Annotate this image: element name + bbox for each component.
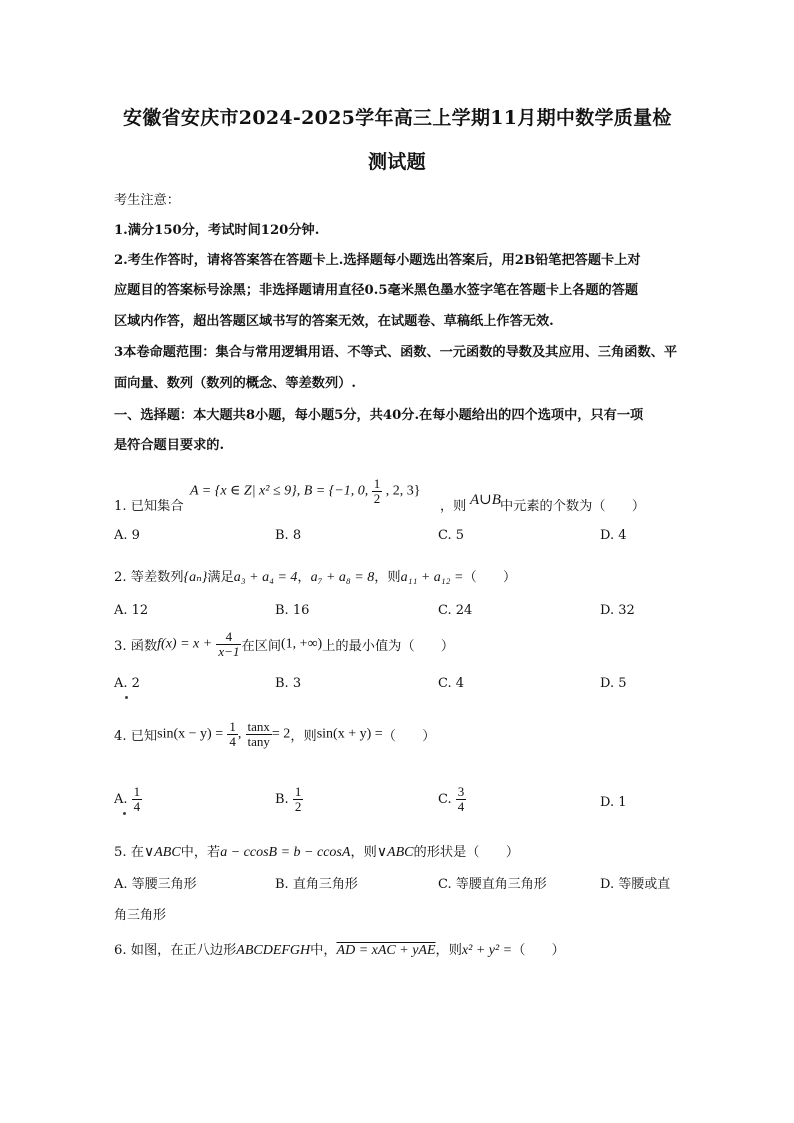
q5-option-a: A. 等腰三角形 (114, 877, 197, 892)
q4-option-c (438, 785, 466, 814)
q4-suffix: （ ） (382, 729, 436, 744)
q3-option-b: B. 3 (275, 676, 302, 691)
q3-interval: (1, +∞) (281, 636, 323, 652)
q5-line (114, 841, 519, 861)
q5-tri: ∨ABC (143, 845, 181, 860)
q2-suffix: （ ） (463, 570, 517, 585)
q4-line (114, 720, 435, 749)
q4-opt-a-label: A. (114, 792, 128, 807)
q1-fraction (372, 477, 383, 506)
q6-prefix: 6. 如图，在正八边形 (114, 943, 237, 958)
q4-expr-2: sin(x + y) = (316, 726, 383, 742)
q1-option-c: C. 5 (438, 528, 465, 543)
q2-cond-2: a₇ + a₈ = 8 (310, 570, 375, 585)
q2-option-a: A. 12 (114, 603, 149, 618)
q2-option-c: C. 24 (438, 603, 473, 618)
q4-opt-c-den: 4 (457, 799, 465, 814)
q2-t1: 满足 (207, 570, 234, 585)
q2-sep: ， (297, 570, 311, 585)
q4-f1-den: 4 (229, 734, 236, 749)
q5-cond: a − ccosB = b − ccosA (220, 845, 351, 860)
q3-t1: 在区间 (241, 639, 282, 654)
q4-scan-dot (123, 812, 126, 815)
q4-f2-den: tany (247, 734, 270, 749)
q4-opt-b-frac (293, 785, 304, 814)
q3-option-c: C. 4 (438, 676, 465, 691)
q4-opt-c-label: C. (438, 792, 452, 807)
q4-opt-a-num: 1 (133, 784, 141, 799)
q4-opt-b-num: 1 (294, 784, 302, 799)
q1-option-b: B. 8 (275, 528, 302, 543)
notice-item-3-line1: 3本卷命题范围：集合与常用逻辑用语、不等式、函数、一元函数的导数及其应用、三角函数、平 (114, 345, 678, 360)
q6-suffix: （ ） (512, 943, 565, 958)
q4-eq-2: = 2 (271, 726, 291, 742)
q3-frac-den: x−1 (218, 644, 240, 659)
q4-prefix: 4. 已知 (114, 729, 158, 744)
page-title-line2: 测试题 (368, 151, 426, 173)
q3-frac-num: 4 (216, 630, 241, 645)
q1-prefix: 1. 已知集合 (114, 499, 184, 514)
q5-option-c: C. 等腰直角三角形 (438, 877, 547, 892)
q5-tri-2: ∨ABC (376, 845, 414, 860)
q5-option-d: D. 等腰或直 (600, 877, 671, 892)
q5-option-d-continued: 角三角形 (114, 908, 167, 923)
q4-opt-a-frac (132, 785, 143, 814)
q5-option-b: B. 直角三角形 (275, 877, 358, 892)
q3-suffix: 上的最小值为（ ） (322, 639, 455, 654)
q5-suffix: 的形状是（ ） (413, 845, 520, 860)
q2-seq: {aₙ} (183, 570, 208, 585)
q2-prefix: 2. 等差数列 (114, 570, 184, 585)
q5-prefix: 5. 在 (114, 845, 144, 860)
q1-set-b-end: , 2, 3} (385, 483, 421, 499)
q1-union: A∪B (470, 492, 501, 508)
page-title-line1: 安徽省安庆市2024-2025学年高三上学期11月期中数学质量检 (123, 107, 672, 129)
q4-f2-num: tanx (247, 719, 270, 734)
q2-option-d: D. 32 (600, 603, 635, 618)
q1-mid: ，则 (440, 499, 467, 514)
q1-option-a: A. 9 (114, 528, 140, 543)
q3-fx: f(x) = x + (157, 636, 213, 652)
q4-opt-c-frac (456, 785, 467, 814)
q2-cond-1: a₃ + a₄ = 4 (233, 570, 298, 585)
q1-frac-num: 1 (373, 476, 381, 491)
notice-item-3-line2: 面向量、数列（数列的概念、等差数列）. (114, 376, 356, 391)
q2-line (114, 566, 516, 586)
q4-expr-1: sin(x − y) = (157, 726, 224, 742)
q1-option-d: D. 4 (600, 528, 627, 543)
q2-option-b: B. 16 (275, 603, 310, 618)
q5-t1: 中，若 (180, 845, 221, 860)
q4-comma: , (237, 726, 242, 742)
q2-t2: ，则 (374, 570, 401, 585)
q3-option-d: D. 5 (600, 676, 627, 691)
q4-opt-b-den: 2 (294, 799, 302, 814)
notice-item-2-line2: 应题目的答案标号涂黑；非选择题请用直径0.5毫米黑色墨水签字笔在答题卡上各题的答题 (114, 283, 639, 298)
q6-line (114, 939, 565, 959)
q3-fraction (216, 630, 241, 659)
q4-opt-b-label: B. (275, 792, 289, 807)
q1-set-a (190, 477, 421, 506)
q1-set-expression: A = {x ∈ Z| x² ≤ 9}, B = {−1, 0, (190, 483, 369, 499)
q4-option-b (275, 785, 303, 814)
q5-t2: ，则 (350, 845, 377, 860)
q4-option-d: D. 1 (600, 795, 627, 810)
q6-vector-eq: AD = xAC + yAE (336, 943, 436, 958)
notice-item-2-line3: 区域内作答，超出答题区域书写的答案无效，在试题卷、草稿纸上作答无效. (114, 314, 554, 329)
q4-fraction-1 (227, 720, 238, 749)
q1-frac-den: 2 (373, 491, 381, 506)
q3-prefix: 3. 函数 (114, 639, 158, 654)
q2-cond-3: a₁₁ + a₁₂ = (400, 570, 464, 585)
q4-opt-c-num: 3 (457, 784, 465, 799)
notice-item-2-line1: 2.考生作答时，请将答案答在答题卡上.选择题每小题选出答案后，用2B铅笔把答题卡上对 (114, 253, 641, 268)
notice-heading: 考生注意： (114, 193, 180, 208)
q6-expr: x² + y² = (461, 943, 513, 958)
notice-item-1: 1.满分150分，考试时间120分钟. (114, 223, 320, 238)
section-heading-line2: 是符合题目要求的. (114, 438, 225, 453)
q6-t2: ，则 (435, 943, 462, 958)
q3-scan-dot (125, 696, 128, 699)
q4-opt-a-den: 4 (133, 799, 141, 814)
q6-name: ABCDEFGH (236, 943, 311, 958)
q3-line (114, 630, 454, 659)
q4-t1: ，则 (290, 729, 317, 744)
q6-t1: 中， (310, 943, 337, 958)
section-heading-line1: 一、选择题：本大题共8小题，每小题5分，共40分.在每小题给出的四个选项中，只有一项 (114, 408, 644, 423)
q4-f1-num: 1 (229, 719, 236, 734)
q4-fraction-2 (246, 720, 272, 749)
q1-suffix: 中元素的个数为（ ） (500, 499, 646, 514)
q4-option-a (114, 785, 142, 814)
q3-option-a: A. 2 (114, 676, 140, 691)
